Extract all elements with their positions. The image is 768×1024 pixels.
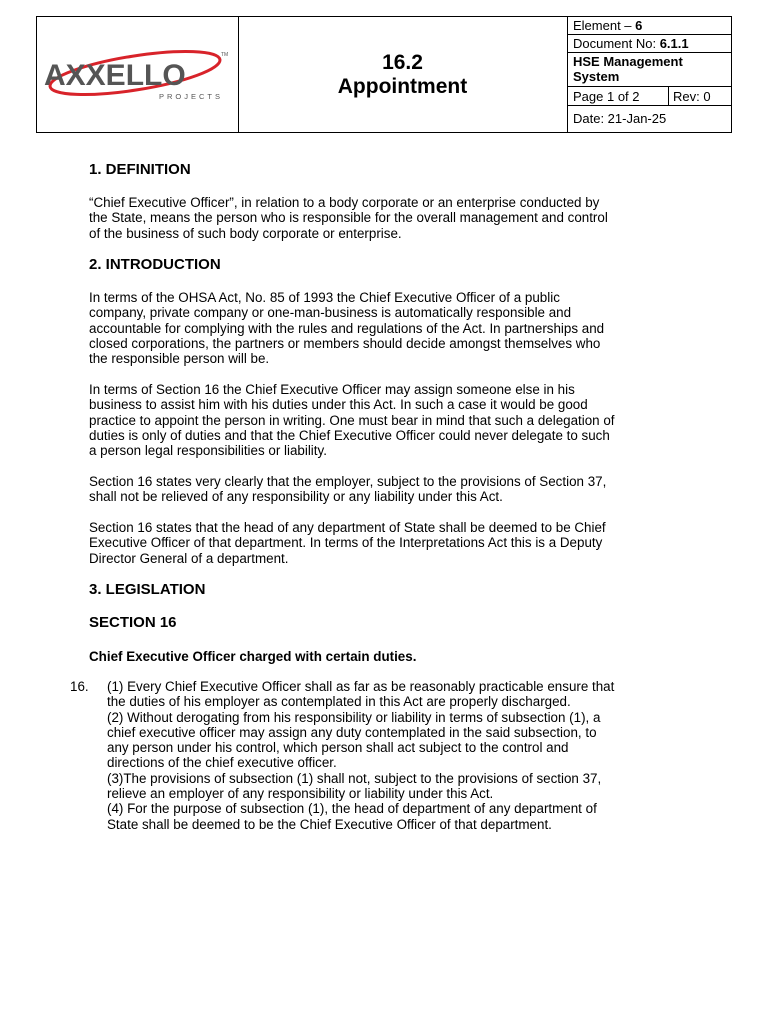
- text-line: a person legal responsibilities or liability.: [89, 443, 327, 459]
- section16-heading: SECTION 16: [89, 614, 177, 631]
- intro-paragraph-1: [89, 290, 659, 366]
- intro-paragraph-2: [89, 382, 659, 458]
- text-line: Section 16 states very clearly that the employer, subject to the provisions of Section 37,: [89, 474, 607, 489]
- revision-label: Rev: 0: [673, 89, 711, 104]
- text-line: duties is only of duties and that the Chief Executive Officer could never delegate to such: [89, 427, 610, 443]
- text-line: (2) Without derogating from his responsibility or liability in terms of subsection (1), a: [107, 709, 601, 725]
- text-line: any person under his control, which person shall act subject to the control and: [107, 740, 569, 756]
- page-rev-row: [567, 87, 731, 106]
- element-row: [567, 17, 731, 35]
- logo-cell: [37, 17, 239, 132]
- system-row: [567, 53, 731, 87]
- text-line: Executive Officer of that department. In terms of the Interpretations Act this is a Deputy: [89, 535, 603, 551]
- text-line: directions of the chief executive officer.: [107, 755, 337, 771]
- text-line: chief executive officer may assign any duty contemplated in the said subsection, to: [107, 724, 597, 740]
- document-title: Appointment: [337, 75, 468, 98]
- date-label: Date: 21-Jan-25: [573, 111, 667, 126]
- text-line: Director General of a department.: [89, 550, 289, 566]
- document-no-label: Document No:: [573, 36, 660, 51]
- logo-wordmark: AXXELLO: [44, 59, 186, 92]
- document-header: [36, 16, 732, 133]
- text-line: (1) Every Chief Executive Officer shall as far as be reasonably practicable ensure that: [107, 679, 615, 694]
- axxello-logo: [41, 43, 233, 105]
- clause-text: [107, 679, 667, 832]
- document-no-value: 6.1.1: [659, 36, 689, 51]
- text-line: In terms of the OHSA Act, No. 85 of 1993 the Chief Executive Officer of a public: [89, 290, 560, 305]
- document-number-title: 16.2: [382, 51, 423, 74]
- text-line: (3)The provisions of subsection (1) shall not, subject to the provisions of section 37,: [107, 770, 602, 786]
- text-line: accountable for complying with the rules and regulations of the Act. In partnerships and: [89, 320, 605, 336]
- text-line: closed corporations, the partners or members should decide amongst themselves who: [89, 335, 601, 351]
- text-line: company, private company or one-man-business is automatically responsible and: [89, 305, 572, 321]
- clause-number: 16.: [70, 679, 89, 694]
- legislation-heading: 3. LEGISLATION: [89, 581, 206, 598]
- logo-trademark: TM: [221, 52, 229, 58]
- text-line: “Chief Executive Officer”, in relation to a body corporate or an enterprise conducted by: [89, 195, 600, 210]
- introduction-heading: 2. INTRODUCTION: [89, 256, 221, 273]
- intro-paragraph-3: [89, 474, 659, 505]
- text-line: practice to appoint the person in writing. One must bear in mind that such a delegation of: [89, 412, 615, 428]
- element-label: Element –: [573, 18, 636, 33]
- document-info-cell: [567, 17, 731, 132]
- text-line: the duties of his employer as contemplated in this Act are properly discharged.: [107, 694, 571, 710]
- text-line: (4) For the purpose of subsection (1), the head of department of any department of: [107, 801, 597, 817]
- text-line: In terms of Section 16 the Chief Executive Officer may assign someone else in his: [89, 382, 575, 397]
- element-value: 6: [635, 18, 643, 33]
- page-rev-divider: [668, 87, 669, 105]
- text-line: the State, means the person who is responsible for the overall management and control: [89, 210, 608, 226]
- logo-subtitle: PROJECTS: [159, 92, 224, 101]
- text-line: Section 16 states that the head of any department of State shall be deemed to be Chief: [89, 520, 606, 535]
- text-line: relieve an employer of any responsibility or liability under this Act.: [107, 786, 494, 802]
- text-line: State shall be deemed to be the Chief Executive Officer of that department.: [107, 816, 552, 832]
- definition-heading: 1. DEFINITION: [89, 161, 191, 178]
- title-cell: [238, 17, 568, 132]
- section16-subtitle: Chief Executive Officer charged with certain duties.: [89, 649, 417, 664]
- page-label: Page 1 of 2: [573, 89, 640, 104]
- definition-paragraph: [89, 195, 659, 241]
- system-label: HSE Management System: [573, 54, 683, 84]
- text-line: the responsible person will be.: [89, 351, 270, 367]
- intro-paragraph-4: [89, 520, 659, 566]
- date-row: [567, 106, 731, 132]
- text-line: shall not be relieved of any responsibility or any liability under this Act.: [89, 489, 503, 505]
- text-line: of the business of such body corporate or enterprise.: [89, 225, 402, 241]
- text-line: business to assist him with his duties under this Act. In such a case it would be good: [89, 397, 588, 413]
- document-no-row: [567, 35, 731, 53]
